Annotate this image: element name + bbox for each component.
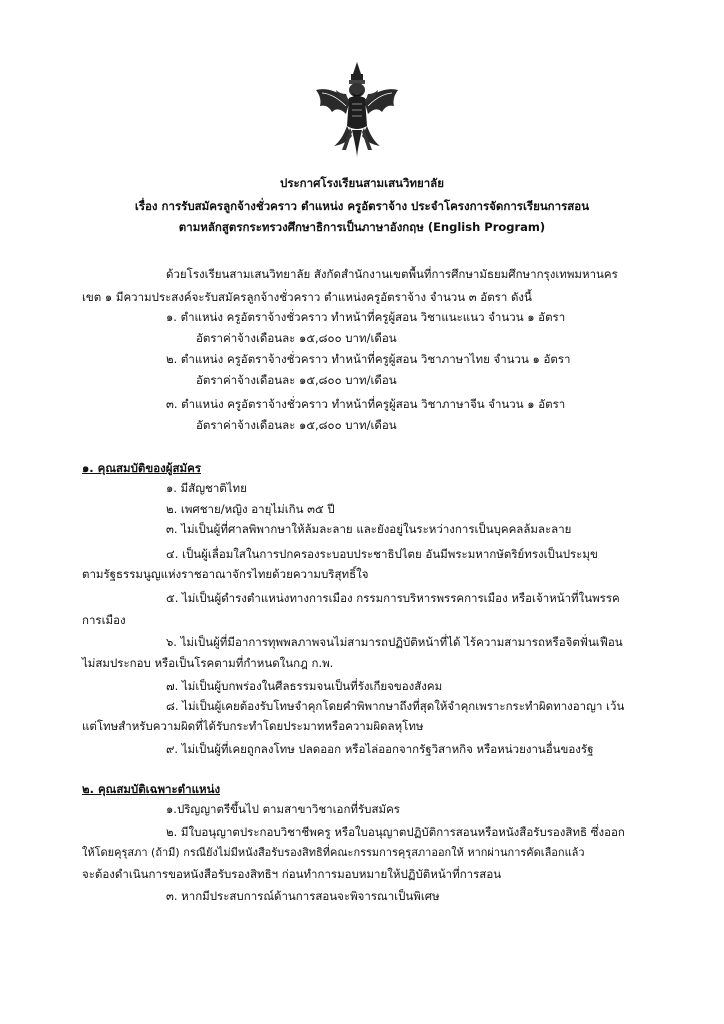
subject-line-2: ตามหลักสูตรกระทรวงศึกษาธิการเป็นภาษาอังกฤษ (English Program): [178, 220, 546, 234]
qualification-item: ๕. ไม่เป็นผู้ดำรงตำแหน่งทางการเมือง กรรมการบริหารพรรคการเมือง หรือเจ้าหน้าที่ในพรรค: [166, 591, 620, 605]
position-2-salary: อัตราค่าจ้างเดือนละ ๑๕,๘๐๐ บาท/เดือน: [196, 373, 397, 387]
section-2-heading: ๒. คุณสมบัติเฉพาะตำแหน่ง: [82, 782, 221, 796]
qualification-item-continued: ตามรัฐธรรมนูญแห่งราชอาณาจักรไทยด้วยความบริสุทธิ์ใจ: [82, 567, 369, 581]
qualification-item: ๗. ไม่เป็นผู้บกพร่องในศีลธรรมจนเป็นที่รังเกียจของสังคม: [166, 679, 443, 693]
specific-qualification-item-continued: จะต้องดำเนินการขอหนังสือรับรองสิทธิฯ ก่อนทำการมอบหมายให้ปฏิบัติหน้าที่การสอน: [82, 867, 502, 881]
specific-qualification-item-continued: ให้โดยคุรุสภา (ถ้ามี) กรณียังไม่มีหนังสือรับรองสิทธิที่คณะกรรมการคุรุสภาออกให้ หากผ่านการคัดเลือกแล้ว: [82, 846, 585, 859]
section-1-heading: ๑. คุณสมบัติของผู้สมัคร: [82, 461, 201, 475]
specific-qualification-item: ๒. มีใบอนุญาตประกอบวิชาชีพครู หรือใบอนุญาตปฏิบัติการสอนหรือหนังสือรับรองสิทธิ ซึ่งออก: [166, 825, 625, 839]
specific-qualification-item: ๓. หากมีประสบการณ์ด้านการสอนจะพิจารณาเป็นพิเศษ: [166, 889, 440, 903]
position-2-title: ๒. ตำแหน่ง ครูอัตราจ้างชั่วคราว ทำหน้าที่ครูผู้สอน วิชาภาษาไทย จำนวน ๑ อัตรา: [166, 352, 571, 366]
position-1-title: ๑. ตำแหน่ง ครูอัตราจ้างชั่วคราว ทำหน้าที่ครูผู้สอน วิชาแนะแนว จำนวน ๑ อัตรา: [166, 310, 566, 324]
announcement-title: ประกาศโรงเรียนสามเสนวิทยาลัย: [280, 176, 444, 190]
subject-line-1: เรื่อง การรับสมัครลูกจ้างชั่วคราว ตำแหน่ง ครูอัตราจ้าง ประจำโครงการจัดการเรียนการสอน: [134, 199, 590, 213]
position-1-salary: อัตราค่าจ้างเดือนละ ๑๕,๘๐๐ บาท/เดือน: [196, 331, 397, 345]
qualification-item: ๔. เป็นผู้เลื่อมใสในการปกครองระบอบประชาธิปไตย อันมีพระมหากษัตริย์ทรงเป็นประมุข: [166, 547, 598, 561]
qualification-item: ๙. ไม่เป็นผู้ที่เคยถูกลงโทษ ปลดออก หรือไล่ออกจากรัฐวิสาหกิจ หรือหน่วยงานอื่นของรัฐ: [166, 742, 594, 756]
qualification-item-continued: แต่โทษสำหรับความผิดที่ได้รับกระทำโดยประมาทหรือความผิดลหุโทษ: [82, 719, 424, 733]
qualification-item: ๖. ไม่เป็นผู้ที่มีอาการทุพพลภาพจนไม่สามารถปฏิบัติหน้าที่ได้ ไร้ความสามารถหรือจิตฟั่นเฟือน: [166, 635, 623, 649]
qualification-item-continued: ไม่สมประกอบ หรือเป็นโรคตามที่กำหนดในกฎ ก.พ.: [82, 656, 334, 670]
qualification-item: ๒. เพศชาย/หญิง อายุไม่เกิน ๓๕ ปี: [166, 502, 335, 516]
garuda-emblem-icon: [312, 60, 402, 160]
qualification-item-continued: การเมือง: [82, 613, 126, 627]
specific-qualification-item: ๑.ปริญญาตรีขึ้นไป ตามสาขาวิชาเอกที่รับสมัคร: [166, 802, 400, 816]
position-3-salary: อัตราค่าจ้างเดือนละ ๑๕,๘๐๐ บาท/เดือน: [196, 418, 397, 432]
qualification-item: ๘. ไม่เป็นผู้เคยต้องรับโทษจำคุกโดยคำพิพากษาถึงที่สุดให้จำคุกเพราะกระทำผิดทางอาญา เว้น: [166, 699, 625, 713]
qualification-item: ๑. มีสัญชาติไทย: [166, 481, 247, 495]
position-3-title: ๓. ตำแหน่ง ครูอัตราจ้างชั่วคราว ทำหน้าที่ครูผู้สอน วิชาภาษาจีน จำนวน ๑ อัตรา: [166, 397, 566, 411]
qualification-item: ๓. ไม่เป็นผู้ที่ศาลพิพากษาให้ล้มละลาย และยังอยู่ในระหว่างการเป็นบุคคลล้มละลาย: [166, 522, 572, 536]
intro-line-2: เขต ๑ มีความประสงค์จะรับสมัครลูกจ้างชั่วคราว ตำแหน่งครูอัตราจ้าง จำนวน ๓ อัตรา ดังนี้: [82, 290, 532, 304]
intro-line-1: ด้วยโรงเรียนสามเสนวิทยาลัย สังกัดสำนักงานเขตพื้นที่การศึกษามัธยมศึกษากรุงเทพมหานคร: [166, 267, 618, 281]
